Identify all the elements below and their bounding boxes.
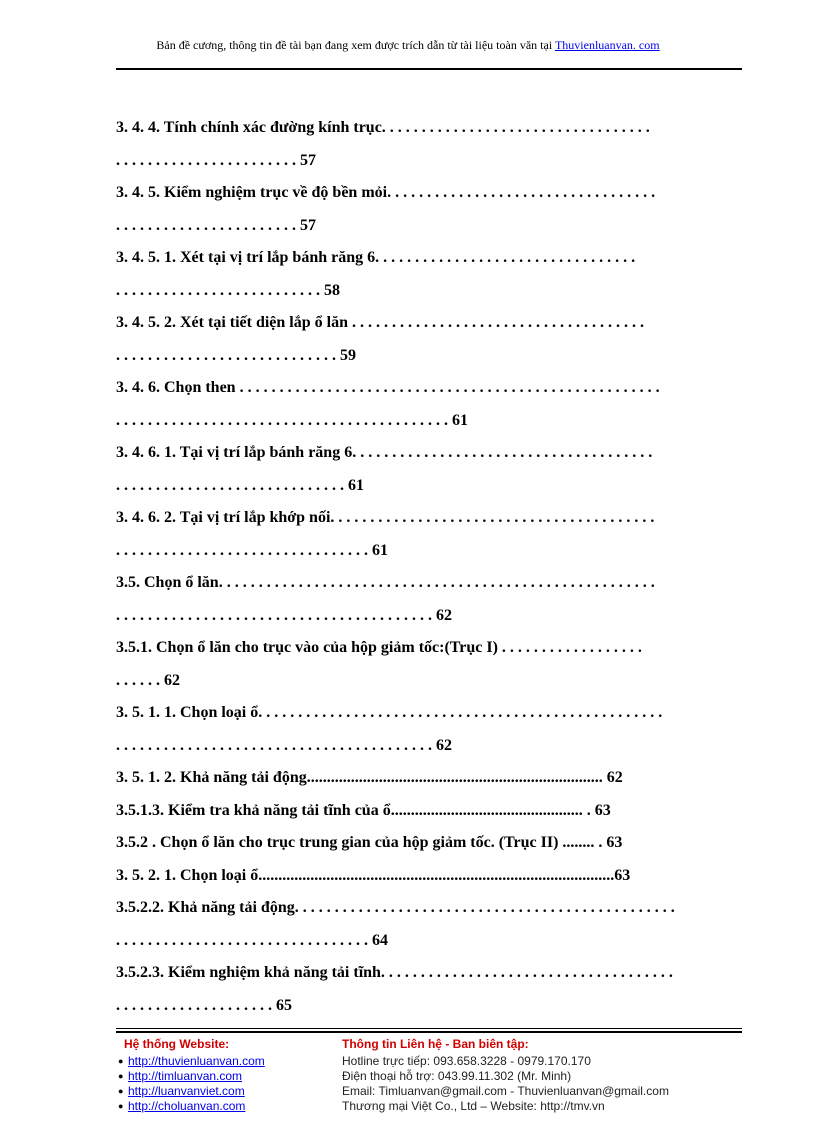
header-text: Bản đề cương, thông tin đề tài bạn đang xem được trích dẫn từ tài liệu toàn văn tại [156,38,555,52]
toc-entry [116,307,742,372]
toc-entry-page: . . . . . . . . . . . . . . . . . . . . . . . . . . . . 59 [116,346,356,364]
toc-entry-title: 3.5. Chọn ổ lăn. . . . . . . . . . . . . . . . . . . . . . . . . . . . . . . . . . . . . . . . . . . . . . . . . . . . . . . [116,574,655,591]
footer-contact-lines [342,1054,756,1114]
footer-website-link[interactable]: http://choluanvan.com [128,1099,246,1113]
footer-website-link[interactable]: http://thuvienluanvan.com [128,1054,265,1068]
footer-websites [118,1036,328,1114]
toc-entry-title: 3. 4. 5. 2. Xét tại tiết diện lắp ổ lăn . . . . . . . . . . . . . . . . . . . . . . . . . . . . . . . . . . . . . [116,314,644,331]
footer-contact [336,1036,756,1114]
footer-website-item [118,1099,328,1114]
footer-website-link[interactable]: http://timluanvan.com [128,1069,243,1083]
toc-entry [116,697,742,762]
toc-entry-page: . . . . . . . . . . . . . . . . . . . . . . . . . . 58 [116,281,340,299]
toc-entry [116,762,742,795]
toc-entry [116,242,742,307]
footer-divider-thick [116,1031,742,1033]
toc-entry-page: . . . . . . . . . . . . . . . . . . . . . . . . . . . . . 61 [116,476,364,494]
toc-entry [116,502,742,567]
toc-entry [116,437,742,502]
toc-entry-page: . . . . . . . . . . . . . . . . . . . . . . . . . . . . . . . . 64 [116,931,388,949]
toc-entry-title: 3. 4. 6. 2. Tại vị trí lắp khớp nối. . . . . . . . . . . . . . . . . . . . . . . . . . . . . . . . . . . . . . . . . [116,509,655,526]
toc-entry-title: 3. 4. 5. Kiểm nghiệm trục về độ bền mỏi. . . . . . . . . . . . . . . . . . . . . . . . . . . . . . . . . . [116,184,656,201]
toc-entry [116,827,742,860]
toc-entry [116,567,742,632]
toc-entry [116,632,742,697]
toc-entry-page: . . . . . . . . . . . . . . . . . . . . . . . . . . . . . . . . . . . . . . . . 62 [116,606,452,624]
footer-hotline: Hotline trực tiếp: 093.658.3228 - 0979.170.170 [342,1054,591,1068]
toc-entry-title: 3. 4. 5. 1. Xét tại vị trí lắp bánh răng 6. . . . . . . . . . . . . . . . . . . . . . . . . . . . . . . . . [116,249,636,266]
toc-entry-title: 3. 5. 1. 1. Chọn loại ổ. . . . . . . . . . . . . . . . . . . . . . . . . . . . . . . . . . . . . . . . . . . . . . . . . . . [116,704,663,721]
table-of-contents [116,112,742,1022]
toc-entry [116,795,742,828]
toc-entry [116,860,742,893]
bullet-icon: ● [118,1071,124,1081]
footer-contact-heading: Thông tin Liên hệ - Ban biên tập: [342,1037,529,1051]
bullet-icon: ● [118,1086,124,1096]
footer-website-link[interactable]: http://luanvanviet.com [128,1084,245,1098]
header-divider [116,68,742,70]
bullet-icon: ● [118,1101,124,1111]
toc-entry [116,177,742,242]
toc-entry-page: . . . . . . . . . . . . . . . . . . . . . . . 57 [116,216,316,234]
footer-website-item [118,1084,328,1099]
footer-website-list [118,1054,328,1114]
toc-entry-page: . . . . . . . . . . . . . . . . . . . . 65 [116,996,292,1014]
footer-support-phone: Điện thoại hỗ trợ: 043.99.11.302 (Mr. Minh) [342,1069,572,1083]
footer-email: Email: Timluanvan@gmail.com - Thuvienluanvan@gmail.com [342,1084,669,1098]
toc-entry-title: 3. 4. 6. 1. Tại vị trí lắp bánh răng 6. . . . . . . . . . . . . . . . . . . . . . . . . . . . . . . . . . . . . . [116,444,653,461]
footer-website-item [118,1054,328,1069]
page-header [0,38,816,53]
toc-entry-page: . . . . . . . . . . . . . . . . . . . . . . . . . . . . . . . . . . . . . . . . 62 [116,736,452,754]
toc-entry [116,892,742,957]
toc-entry [116,112,742,177]
toc-entry-title: 3. 5. 1. 2. Khả năng tải động.......................................................................... 62 [116,769,623,786]
toc-entry-page: . . . . . . . . . . . . . . . . . . . . . . . . . . . . . . . . . . . . . . . . . . 61 [116,411,468,429]
footer-website-item [118,1069,328,1084]
footer-websites-heading: Hệ thống Website: [124,1037,230,1051]
toc-entry-title: 3.5.2 . Chọn ổ lăn cho trục trung gian của hộp giảm tốc. (Trục II) ........ . 63 [116,834,623,851]
toc-entry-title: 3.5.2.3. Kiểm nghiệm khả năng tải tĩnh. . . . . . . . . . . . . . . . . . . . . . . . . . . . . . . . . . . . . [116,964,673,981]
toc-entry [116,957,742,1022]
toc-entry-page: . . . . . . . . . . . . . . . . . . . . . . . 57 [116,151,316,169]
header-source-link[interactable]: Thuvienluanvan. com [554,38,660,52]
toc-entry [116,372,742,437]
toc-entry-title: 3. 5. 2. 1. Chọn loại ổ.........................................................................................63 [116,866,631,884]
footer-divider-thin [116,1028,742,1029]
toc-entry-title: 3.5.1.3. Kiểm tra khả năng tải tĩnh của ổ................................................ . 63 [116,801,611,819]
bullet-icon: ● [118,1056,124,1066]
toc-entry-page: . . . . . . 62 [116,671,180,689]
toc-entry-title: 3. 4. 4. Tính chính xác đường kính trục. . . . . . . . . . . . . . . . . . . . . . . . . . . . . . . . . . [116,119,650,136]
toc-entry-page: . . . . . . . . . . . . . . . . . . . . . . . . . . . . . . . . 61 [116,541,388,559]
toc-entry-title: 3.5.2.2. Khả năng tải động. . . . . . . . . . . . . . . . . . . . . . . . . . . . . . . . . . . . . . . . . . . . . . . . [116,899,675,916]
toc-entry-title: 3.5.1. Chọn ổ lăn cho trục vào của hộp giảm tốc:(Trục I) . . . . . . . . . . . . . . . . . . [116,639,642,656]
footer-company: Thương mại Việt Co., Ltd – Website: http://tmv.vn [342,1099,605,1113]
toc-entry-title: 3. 4. 6. Chọn then . . . . . . . . . . . . . . . . . . . . . . . . . . . . . . . . . . . . . . . . . . . . . . . . . . . . . [116,379,660,396]
